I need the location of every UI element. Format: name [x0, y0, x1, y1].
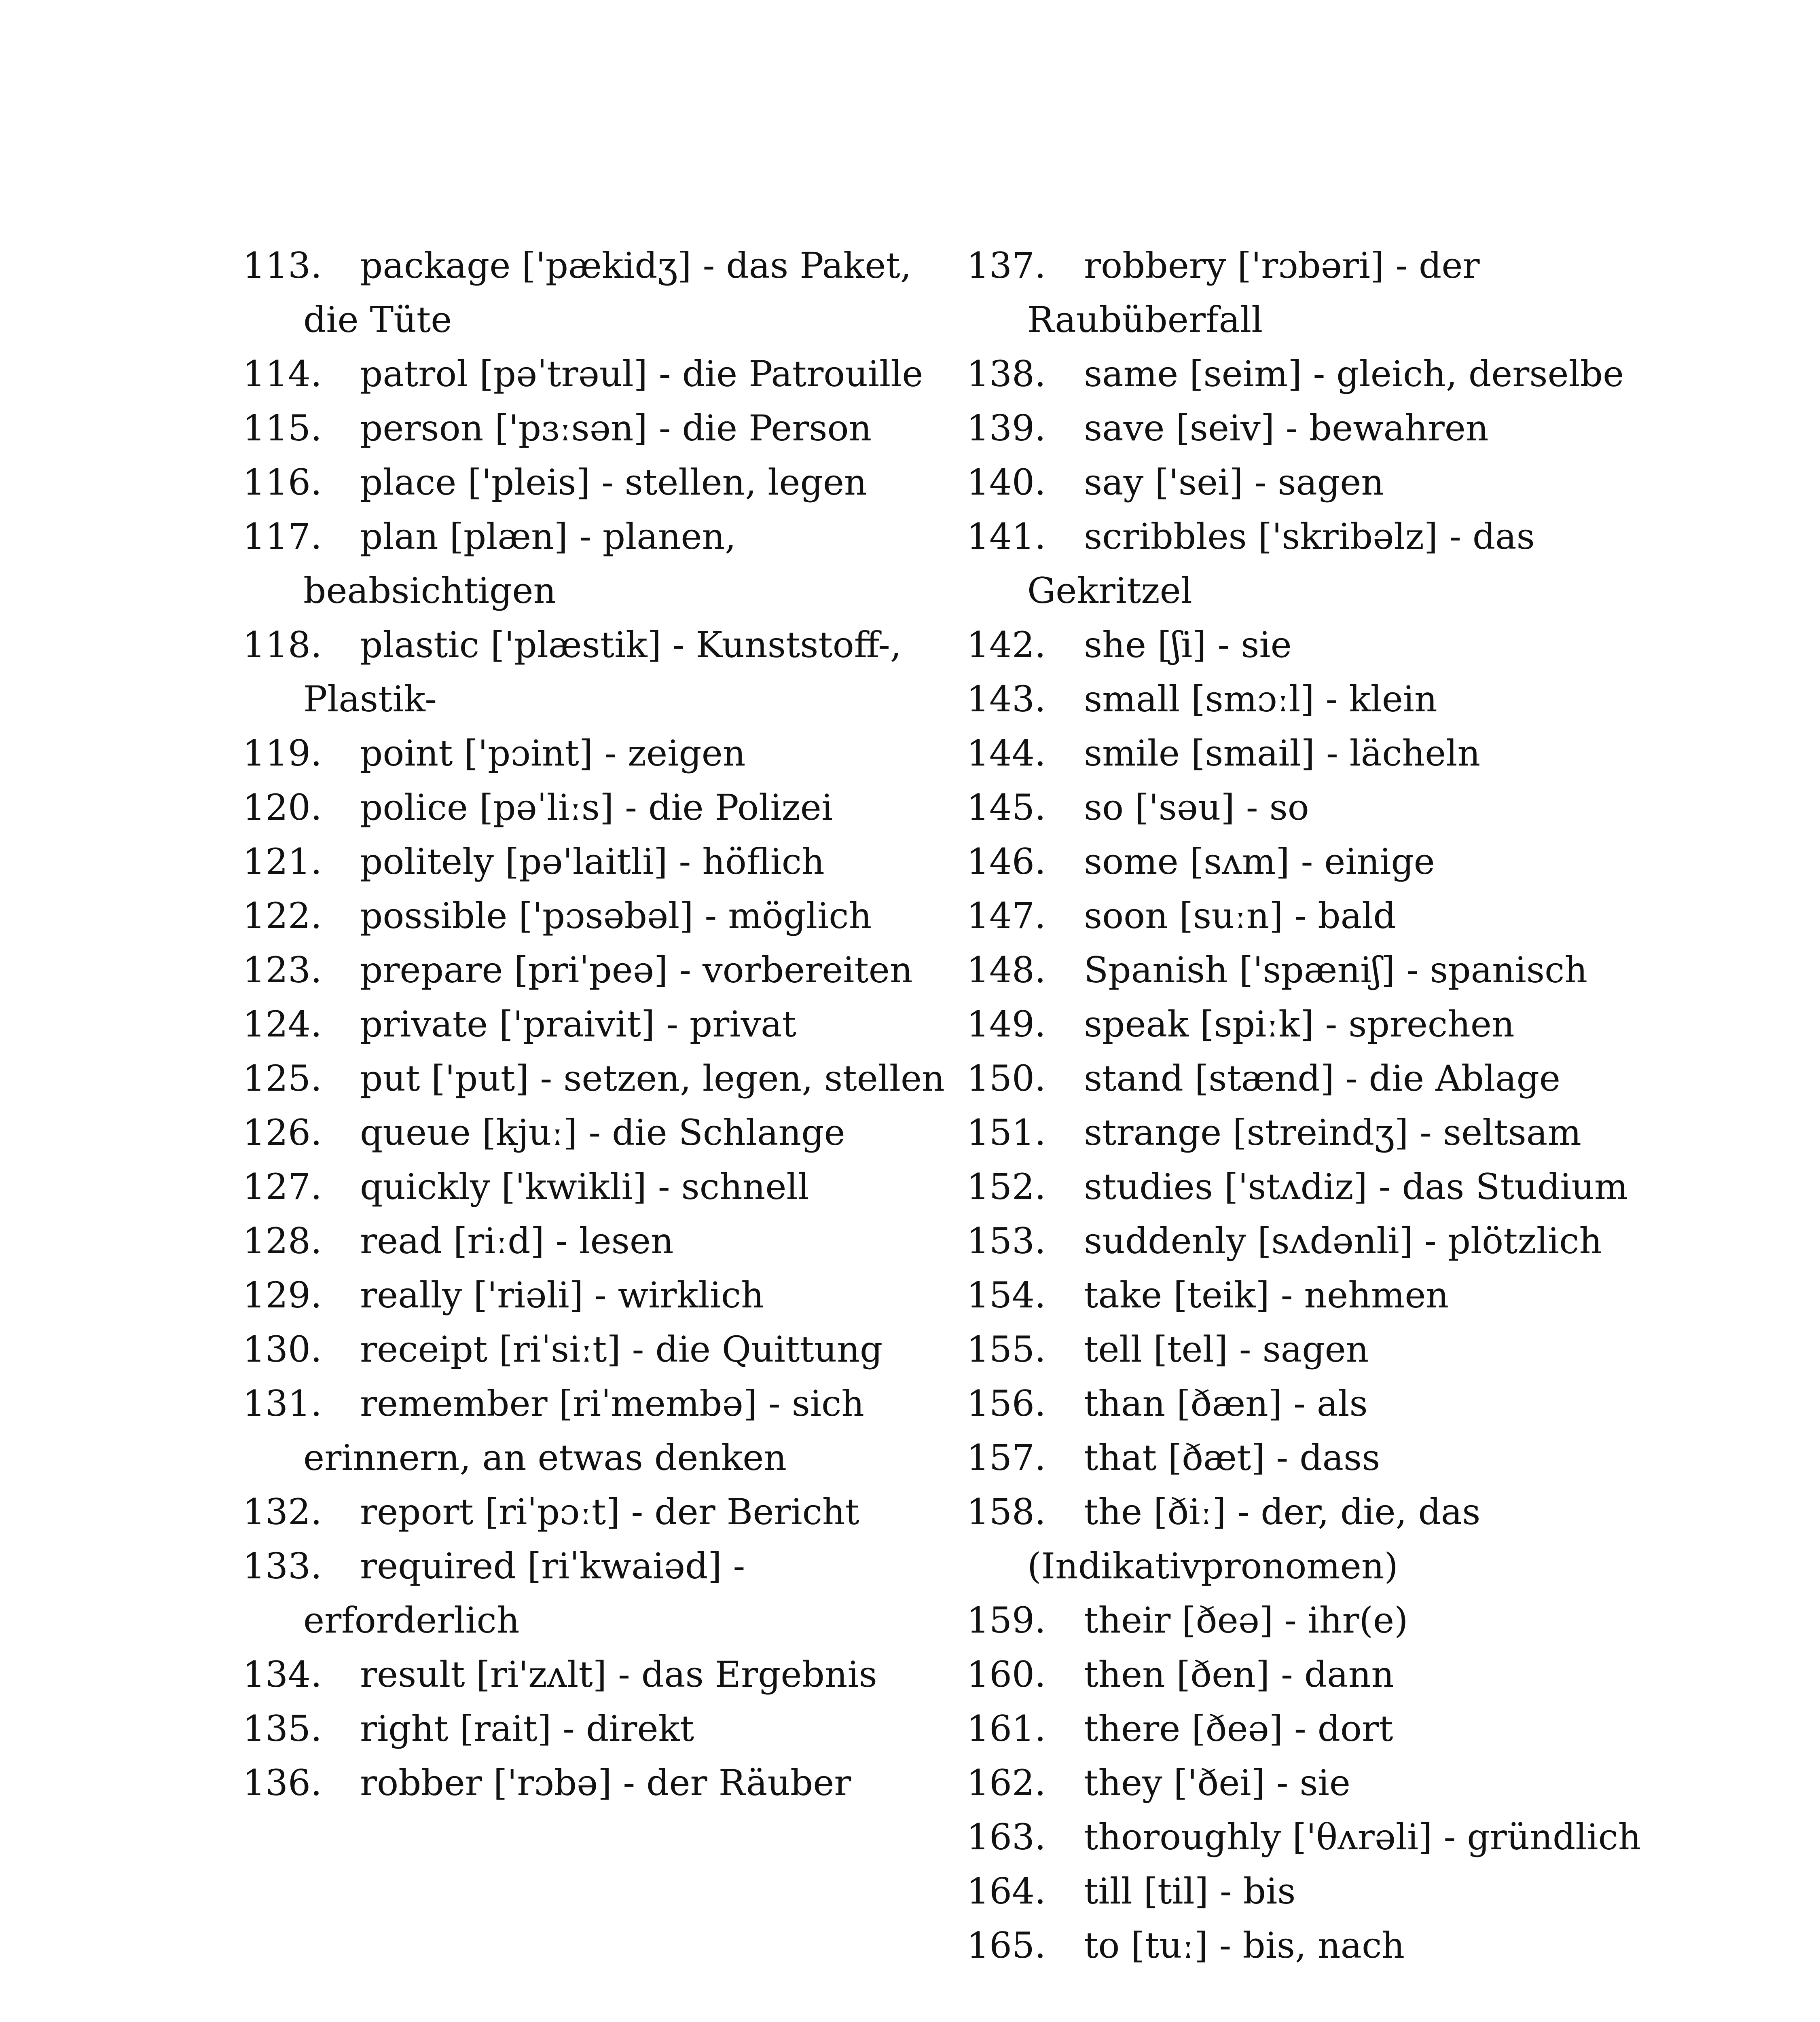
entry-number: 138.: [967, 353, 1046, 395]
entry-text: queue [kjuː] - die Schlange: [360, 1112, 845, 1153]
list-item: [243, 1377, 971, 1485]
entry-number: 127.: [243, 1166, 322, 1208]
entry-number: 164.: [967, 1870, 1046, 1912]
list-item: [243, 239, 971, 347]
entry-number: 149.: [967, 1003, 1046, 1045]
entry-number: 137.: [967, 245, 1046, 286]
entry-number: 123.: [243, 949, 322, 991]
list-item: [243, 1648, 971, 1702]
list-item: [243, 1268, 971, 1322]
entry-text: plastic ['plæstik] - Kunststoff-, Plastik-: [303, 624, 902, 720]
list-item: [967, 455, 1695, 510]
entry-number: 117.: [243, 516, 322, 557]
list-item: [243, 1539, 971, 1648]
entry-text: quickly ['kwikli] - schnell: [360, 1166, 809, 1208]
list-item: [243, 1702, 971, 1756]
list-item: [243, 726, 971, 780]
entry-text: take [teik] - nehmen: [1084, 1274, 1449, 1316]
entry-number: 118.: [243, 624, 322, 666]
entry-text: so ['səu] - so: [1084, 787, 1309, 828]
entry-number: 113.: [243, 245, 322, 286]
list-item: [243, 943, 971, 997]
list-item: [243, 780, 971, 835]
entry-text: tell [tel] - sagen: [1084, 1328, 1369, 1370]
entry-text: the [ðiː] - der, die, das (Indikativpronomen): [1027, 1491, 1481, 1587]
list-item: [243, 1756, 971, 1810]
entry-text: police [pəˈliːs] - die Polizei: [360, 787, 833, 828]
entry-number: 151.: [967, 1112, 1046, 1153]
entry-number: 156.: [967, 1383, 1046, 1424]
entry-number: 139.: [967, 407, 1046, 449]
entry-text: point ['pɔint] - zeigen: [360, 732, 746, 774]
entry-number: 120.: [243, 787, 322, 828]
entry-text: plan [plæn] - planen, beabsichtigen: [303, 516, 736, 611]
entry-text: say ['sei] - sagen: [1084, 461, 1384, 503]
entry-text: some [sʌm] - einige: [1084, 841, 1435, 882]
entry-number: 115.: [243, 407, 322, 449]
list-item: [243, 510, 971, 618]
entry-text: result [ri'zʌlt] - das Ergebnis: [360, 1654, 877, 1695]
entry-number: 159.: [967, 1599, 1046, 1641]
entry-number: 135.: [243, 1708, 322, 1749]
entry-number: 140.: [967, 461, 1046, 503]
list-item: [967, 672, 1695, 726]
entry-text: scribbles ['skribəlz] - das Gekritzel: [1027, 516, 1535, 611]
list-item: [967, 1756, 1695, 1810]
right-column: [967, 239, 1695, 1973]
entry-text: soon [suːn] - bald: [1084, 895, 1396, 937]
list-item: [967, 401, 1695, 455]
entry-number: 161.: [967, 1708, 1046, 1749]
entry-text: possible ['pɔsəbəl] - möglich: [360, 895, 872, 937]
list-item: [967, 1377, 1695, 1431]
list-item: [243, 1322, 971, 1377]
list-item: [967, 1485, 1695, 1593]
entry-text: stand [stænd] - die Ablage: [1084, 1058, 1560, 1099]
entry-text: till [til] - bis: [1084, 1870, 1296, 1912]
list-item: [967, 1648, 1695, 1702]
list-item: [243, 1106, 971, 1160]
entry-number: 124.: [243, 1003, 322, 1045]
entry-text: report [riˈpɔːt] - der Bericht: [360, 1491, 859, 1533]
entry-text: they ['ðei] - sie: [1084, 1762, 1350, 1804]
entry-text: strange [streindʒ] - seltsam: [1084, 1112, 1581, 1153]
entry-number: 142.: [967, 624, 1046, 666]
entry-text: same [seim] - gleich, derselbe: [1084, 353, 1624, 395]
entry-number: 165.: [967, 1925, 1046, 1966]
list-item: [967, 1160, 1695, 1214]
entry-text: studies ['stʌdiz] - das Studium: [1084, 1166, 1628, 1208]
entry-number: 154.: [967, 1274, 1046, 1316]
entry-text: receipt [riˈsiːt] - die Quittung: [360, 1328, 883, 1370]
entry-number: 133.: [243, 1545, 322, 1587]
entry-text: there [ðeə] - dort: [1084, 1708, 1393, 1749]
list-item: [967, 1214, 1695, 1268]
list-item: [967, 726, 1695, 780]
entry-text: required [riˈkwaiəd] - erforderlich: [303, 1545, 745, 1641]
entry-number: 152.: [967, 1166, 1046, 1208]
list-item: [967, 1322, 1695, 1377]
entry-text: speak [spiːk] - sprechen: [1084, 1003, 1515, 1045]
entry-number: 121.: [243, 841, 322, 882]
entry-text: save [seiv] - bewahren: [1084, 407, 1489, 449]
entry-text: politely [pə'laitli] - höflich: [360, 841, 825, 882]
entry-text: to [tuː] - bis, nach: [1084, 1925, 1405, 1966]
entry-text: Spanish ['spæniʃ] - spanisch: [1084, 949, 1588, 991]
list-item: [243, 455, 971, 510]
entry-number: 132.: [243, 1491, 322, 1533]
entry-text: she [ʃi] - sie: [1084, 624, 1292, 666]
entry-text: remember [riˈmembə] - sich erinnern, an etwas denken: [303, 1383, 864, 1478]
entry-number: 145.: [967, 787, 1046, 828]
entry-text: patrol [pəˈtrəul] - die Patrouille: [360, 353, 923, 395]
entry-number: 129.: [243, 1274, 322, 1316]
list-item: [967, 1268, 1695, 1322]
entry-number: 148.: [967, 949, 1046, 991]
entry-text: suddenly [sʌdənli] - plötzlich: [1084, 1220, 1602, 1262]
list-item: [243, 889, 971, 943]
list-item: [967, 1810, 1695, 1864]
entry-text: robber ['rɔbə] - der Räuber: [360, 1762, 851, 1804]
entry-number: 125.: [243, 1058, 322, 1099]
entry-text: then [ðen] - dann: [1084, 1654, 1394, 1695]
entry-number: 143.: [967, 678, 1046, 720]
entry-number: 114.: [243, 353, 322, 395]
entry-text: private ['praivit] - privat: [360, 1003, 796, 1045]
entry-text: put ['put] - setzen, legen, stellen: [360, 1058, 945, 1099]
entry-number: 119.: [243, 732, 322, 774]
entry-text: really ['riəli] - wirklich: [360, 1274, 764, 1316]
list-item: [967, 997, 1695, 1051]
entry-text: small [smɔːl] - klein: [1084, 678, 1437, 720]
entry-number: 160.: [967, 1654, 1046, 1695]
entry-text: smile [smail] - lächeln: [1084, 732, 1481, 774]
entry-text: that [ðæt] - dass: [1084, 1437, 1380, 1478]
list-item: [967, 1702, 1695, 1756]
list-item: [243, 347, 971, 401]
entry-text: right [rait] - direkt: [360, 1708, 694, 1749]
list-item: [243, 401, 971, 455]
entry-number: 155.: [967, 1328, 1046, 1370]
list-item: [243, 1485, 971, 1539]
list-item: [967, 889, 1695, 943]
list-item: [967, 1918, 1695, 1973]
entry-number: 131.: [243, 1383, 322, 1424]
entry-number: 157.: [967, 1437, 1046, 1478]
entry-number: 134.: [243, 1654, 322, 1695]
entry-number: 126.: [243, 1112, 322, 1153]
list-item: [967, 347, 1695, 401]
list-item: [243, 1051, 971, 1106]
entry-number: 128.: [243, 1220, 322, 1262]
list-item: [967, 510, 1695, 618]
entry-text: package ['pækidʒ] - das Paket, die Tüte: [303, 245, 912, 341]
list-item: [243, 618, 971, 726]
entry-text: robbery ['rɔbəri] - der Raubüberfall: [1027, 245, 1480, 341]
list-item: [243, 997, 971, 1051]
list-item: [967, 239, 1695, 347]
entry-number: 141.: [967, 516, 1046, 557]
entry-number: 153.: [967, 1220, 1046, 1262]
list-item: [967, 618, 1695, 672]
entry-text: prepare [priˈpeə] - vorbereiten: [360, 949, 913, 991]
entry-text: thoroughly ['θʌrəli] - gründlich: [1084, 1816, 1641, 1858]
entry-number: 162.: [967, 1762, 1046, 1804]
list-item: [243, 835, 971, 889]
entry-text: person ['pɜːsən] - die Person: [360, 407, 872, 449]
entry-number: 158.: [967, 1491, 1046, 1533]
list-item: [243, 1160, 971, 1214]
entry-number: 116.: [243, 461, 322, 503]
entry-number: 136.: [243, 1762, 322, 1804]
list-item: [967, 1864, 1695, 1918]
entry-text: read [riːd] - lesen: [360, 1220, 674, 1262]
entry-text: than [ðæn] - als: [1084, 1383, 1368, 1424]
list-item: [967, 835, 1695, 889]
list-item: [243, 1214, 971, 1268]
entry-text: their [ðeə] - ihr(e): [1084, 1599, 1408, 1641]
list-item: [967, 1051, 1695, 1106]
left-column: [243, 239, 971, 1810]
entry-number: 122.: [243, 895, 322, 937]
list-item: [967, 1593, 1695, 1648]
list-item: [967, 1106, 1695, 1160]
entry-number: 130.: [243, 1328, 322, 1370]
entry-text: place ['pleis] - stellen, legen: [360, 461, 867, 503]
list-item: [967, 780, 1695, 835]
list-item: [967, 943, 1695, 997]
entry-number: 146.: [967, 841, 1046, 882]
entry-number: 147.: [967, 895, 1046, 937]
entry-number: 150.: [967, 1058, 1046, 1099]
entry-number: 144.: [967, 732, 1046, 774]
list-item: [967, 1431, 1695, 1485]
entry-number: 163.: [967, 1816, 1046, 1858]
